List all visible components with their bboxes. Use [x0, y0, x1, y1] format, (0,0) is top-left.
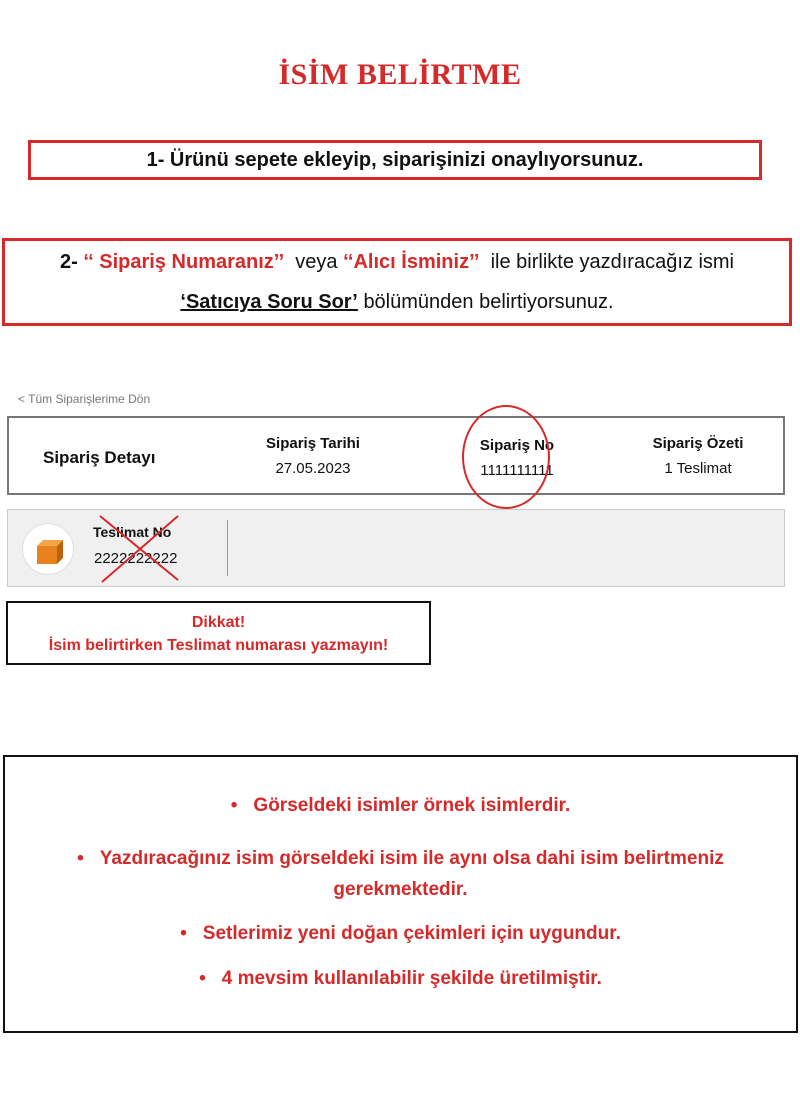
delivery-number-label: Teslimat No: [93, 524, 172, 540]
note-item: [5, 795, 796, 817]
order-summary-value: 1 Teslimat: [664, 460, 732, 477]
crossed-out-mark: [94, 510, 186, 584]
delivery-divider: [227, 520, 228, 576]
note-text: Setlerimiz yeni doğan çekimleri için uygundur.: [202, 923, 621, 944]
quote-close-2: ’’: [469, 251, 480, 273]
ask-seller-section: ‘Satıcıya Soru Sor’: [180, 291, 358, 313]
order-number-highlight-circle: [462, 405, 550, 509]
bullet: •: [199, 968, 206, 989]
bullet: •: [180, 923, 187, 944]
note-item: [5, 923, 796, 945]
step-2-line-2: [5, 291, 789, 314]
step-1-box: [28, 140, 762, 180]
delivery-number-value: 2222222222: [94, 550, 178, 567]
step-2-line-1: [5, 251, 789, 274]
note-text-continued: gerekmektedir.: [333, 879, 468, 900]
warning-text: İsim belirtirken Teslimat numarası yazmayın!: [48, 637, 389, 654]
order-date-value: 27.05.2023: [275, 460, 351, 477]
order-summary-label: Sipariş Özeti: [652, 435, 744, 452]
step-1-text: 1- Ürünü sepete ekleyip, siparişinizi onaylıyorsunuz.: [146, 148, 644, 171]
warning-title: Dikkat!: [191, 614, 246, 631]
field-recipient-name: Alıcı İsminiz: [353, 251, 470, 273]
notes-box: [3, 755, 798, 1033]
package-icon: [23, 524, 75, 576]
order-date-column: [241, 435, 385, 477]
quote-open-1: ‘‘: [83, 251, 94, 273]
bullet: •: [230, 795, 238, 816]
page-title: İSİM BELİRTME: [278, 58, 522, 91]
step-2-box: [2, 238, 792, 326]
step-2-rest-1: ile birlikte yazdıracağız ismi: [490, 251, 734, 273]
order-date-label: Sipariş Tarihi: [266, 435, 360, 452]
step-2-rest-2: bölümünden belirtiyorsunuz.: [363, 291, 614, 313]
order-summary-column: [631, 435, 765, 477]
bullet: •: [77, 848, 84, 869]
step-2-conj: veya: [295, 251, 338, 273]
step-2-prefix: 2-: [59, 251, 78, 273]
note-item: [5, 968, 796, 990]
warning-box: [6, 601, 431, 665]
back-to-orders-link[interactable]: < Tüm Siparişlerime Dön: [18, 392, 151, 406]
order-number-label: Sipariş No: [479, 437, 555, 454]
note-item: [5, 843, 796, 905]
note-text: 4 mevsim kullanılabilir şekilde üretilmiştir.: [221, 968, 602, 989]
package-badge: [22, 523, 74, 575]
order-detail-heading: Sipariş Detayı: [43, 448, 156, 467]
quote-close-1: ’’: [273, 251, 285, 273]
order-detail-card: [7, 416, 785, 495]
quote-open-2: ‘‘: [343, 251, 354, 273]
field-order-number: Sipariş Numaranız: [99, 251, 274, 273]
note-text: Görseldeki isimler örnek isimlerdir.: [253, 795, 571, 816]
order-number-value: 1111111111: [480, 462, 554, 479]
note-text: Yazdıracağınız isim görseldeki isim ile aynı olsa dahi isim belirtmeniz: [99, 848, 724, 869]
